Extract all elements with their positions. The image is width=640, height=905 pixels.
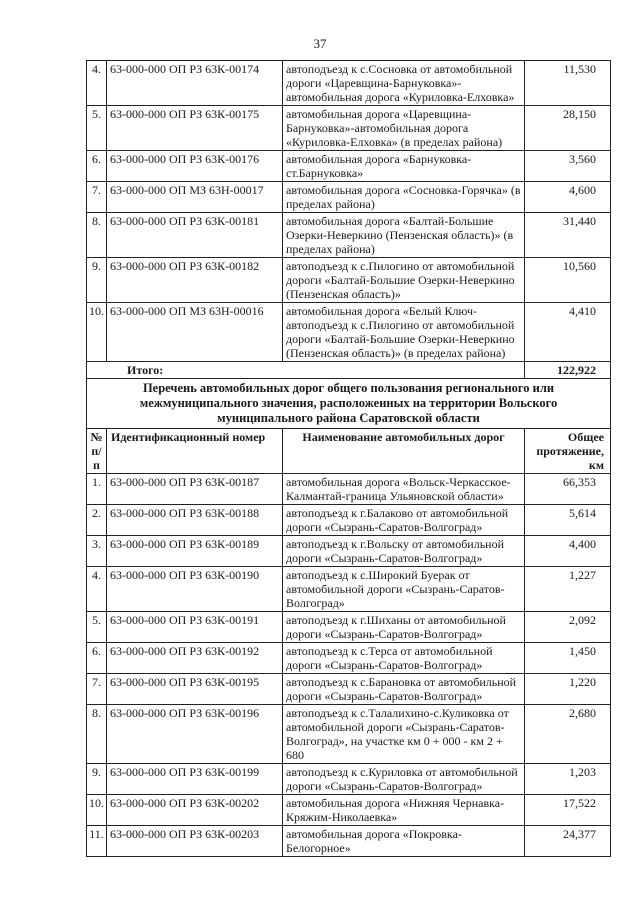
road-id: 63-000-000 ОП РЗ 63К-00174	[107, 61, 283, 106]
section-title-row	[87, 379, 611, 429]
road-name: автоподъезд к с.Широкий Буерак от автомобильной дороги «Сызрань-Саратов-Волгоград»	[283, 567, 525, 612]
table-row	[87, 674, 611, 705]
road-id: 63-000-000 ОП РЗ 63К-00189	[107, 536, 283, 567]
total-label: Итого:	[87, 362, 525, 379]
road-id: 63-000-000 ОП РЗ 63К-00187	[107, 474, 283, 505]
road-length: 2,680	[525, 705, 611, 764]
table-row	[87, 764, 611, 795]
road-id: 63-000-000 ОП РЗ 63К-00192	[107, 643, 283, 674]
road-length: 5,614	[525, 505, 611, 536]
road-length: 4,400	[525, 536, 611, 567]
road-name: автоподъезд к с.Терса от автомобильной дороги «Сызрань-Саратов-Волгоград»	[283, 643, 525, 674]
table-row	[87, 474, 611, 505]
row-number: 1.	[87, 474, 107, 505]
road-name: автомобильная дорога «Барнуковка-ст.Барнуковка»	[283, 151, 525, 182]
table-row	[87, 61, 611, 106]
total-value: 122,922	[525, 362, 611, 379]
road-name: автомобильная дорога «Вольск-Черкасское-Калмантай-граница Ульяновской области»	[283, 474, 525, 505]
row-number: 9.	[87, 764, 107, 795]
road-name: автоподъезд к г.Балаково от автомобильной дороги «Сызрань-Саратов-Волгоград»	[283, 505, 525, 536]
row-number: 7.	[87, 674, 107, 705]
road-id: 63-000-000 ОП РЗ 63К-00199	[107, 764, 283, 795]
road-name: автоподъезд к с.Пилогино от автомобильной дороги «Балтай-Большие Озерки-Неверкино (Пензенская область)»	[283, 258, 525, 303]
row-number: 5.	[87, 106, 107, 151]
road-length: 66,353	[525, 474, 611, 505]
table1-body	[87, 61, 611, 362]
header-row	[87, 429, 611, 474]
road-id: 63-000-000 ОП РЗ 63К-00191	[107, 612, 283, 643]
road-name: автомобильная дорога «Нижняя Чернавка-Кряжим-Николаевка»	[283, 795, 525, 826]
table-row	[87, 182, 611, 213]
road-name: автомобильная дорога «Сосновка-Горячка» (в пределах района)	[283, 182, 525, 213]
road-length: 1,203	[525, 764, 611, 795]
road-id: 63-000-000 ОП РЗ 63К-00182	[107, 258, 283, 303]
table-row	[87, 612, 611, 643]
roads-table	[86, 60, 611, 857]
row-number: 5.	[87, 612, 107, 643]
table-row	[87, 826, 611, 857]
section-title: Перечень автомобильных дорог общего пользования регионального или межмуниципального значения, расположенных на территории Вольского муниципального района Саратовской области	[87, 379, 611, 429]
road-id: 63-000-000 ОП РЗ 63К-00195	[107, 674, 283, 705]
table-row	[87, 705, 611, 764]
road-id: 63-000-000 ОП РЗ 63К-00190	[107, 567, 283, 612]
road-name: автомобильная дорога «Покровка-Белогорное»	[283, 826, 525, 857]
road-id: 63-000-000 ОП РЗ 63К-00175	[107, 106, 283, 151]
road-name: автоподъезд к с.Барановка от автомобильной дороги «Сызрань-Саратов-Волгоград»	[283, 674, 525, 705]
road-name: автомобильная дорога «Царевщина-Барнуковка»-автомобильная дорога «Куриловка-Елховка» (в пределах района)	[283, 106, 525, 151]
header-num: № п/п	[87, 429, 107, 474]
road-id: 63-000-000 ОП РЗ 63К-00202	[107, 795, 283, 826]
table-row	[87, 258, 611, 303]
row-number: 11.	[87, 826, 107, 857]
row-number: 10.	[87, 303, 107, 362]
road-length: 17,522	[525, 795, 611, 826]
road-name: автомобильная дорога «Белый Ключ-автоподъезд к с.Пилогино от автомобильной дороги «Балтай-Большие Озерки-Неверкино (Пензенская область)» (в пределах района)	[283, 303, 525, 362]
road-length: 28,150	[525, 106, 611, 151]
row-number: 7.	[87, 182, 107, 213]
row-number: 6.	[87, 151, 107, 182]
road-length: 4,410	[525, 303, 611, 362]
road-id: 63-000-000 ОП РЗ 63К-00181	[107, 213, 283, 258]
road-length: 4,600	[525, 182, 611, 213]
row-number: 3.	[87, 536, 107, 567]
row-number: 8.	[87, 705, 107, 764]
road-length: 24,377	[525, 826, 611, 857]
header-length: Общее протяжение, км	[525, 429, 611, 474]
road-length: 1,227	[525, 567, 611, 612]
header-id: Идентификационный номер	[107, 429, 283, 474]
road-length: 31,440	[525, 213, 611, 258]
row-number: 6.	[87, 643, 107, 674]
road-name: автоподъезд к с.Сосновка от автомобильной дороги «Царевщина-Барнуковка»-автомобильная дорога «Куриловка-Елховка»	[283, 61, 525, 106]
table-row	[87, 795, 611, 826]
road-name: автоподъезд к с.Талалихино-с.Куликовка от автомобильной дороги «Сызрань-Саратов-Волгоград», на участке км 0 + 000 - км 2 + 680	[283, 705, 525, 764]
table-row	[87, 151, 611, 182]
road-id: 63-000-000 ОП МЗ 63Н-00017	[107, 182, 283, 213]
road-id: 63-000-000 ОП РЗ 63К-00196	[107, 705, 283, 764]
road-id: 63-000-000 ОП МЗ 63Н-00016	[107, 303, 283, 362]
table-row	[87, 505, 611, 536]
table2-body	[87, 474, 611, 857]
road-length: 11,530	[525, 61, 611, 106]
table-row	[87, 536, 611, 567]
road-length: 10,560	[525, 258, 611, 303]
row-number: 10.	[87, 795, 107, 826]
table-row	[87, 643, 611, 674]
table-row	[87, 303, 611, 362]
road-name: автоподъезд к с.Куриловка от автомобильной дороги «Сызрань-Саратов-Волгоград»	[283, 764, 525, 795]
road-length: 1,450	[525, 643, 611, 674]
road-name: автоподъезд к г.Вольску от автомобильной дороги «Сызрань-Саратов-Волгоград»	[283, 536, 525, 567]
road-id: 63-000-000 ОП РЗ 63К-00188	[107, 505, 283, 536]
row-number: 9.	[87, 258, 107, 303]
page-number: 37	[313, 36, 327, 51]
table-row	[87, 106, 611, 151]
road-length: 1,220	[525, 674, 611, 705]
row-number: 4.	[87, 61, 107, 106]
road-id: 63-000-000 ОП РЗ 63К-00203	[107, 826, 283, 857]
road-length: 2,092	[525, 612, 611, 643]
road-length: 3,560	[525, 151, 611, 182]
table-row	[87, 213, 611, 258]
road-name: автоподъезд к г.Шиханы от автомобильной дороги «Сызрань-Саратов-Волгоград»	[283, 612, 525, 643]
row-number: 8.	[87, 213, 107, 258]
header-name: Наименование автомобильных дорог	[283, 429, 525, 474]
road-id: 63-000-000 ОП РЗ 63К-00176	[107, 151, 283, 182]
row-number: 2.	[87, 505, 107, 536]
row-number: 4.	[87, 567, 107, 612]
road-name: автомобильная дорога «Балтай-Большие Озерки-Неверкино (Пензенская область)» (в пределах района)	[283, 213, 525, 258]
table-row	[87, 567, 611, 612]
total-row	[87, 362, 611, 379]
